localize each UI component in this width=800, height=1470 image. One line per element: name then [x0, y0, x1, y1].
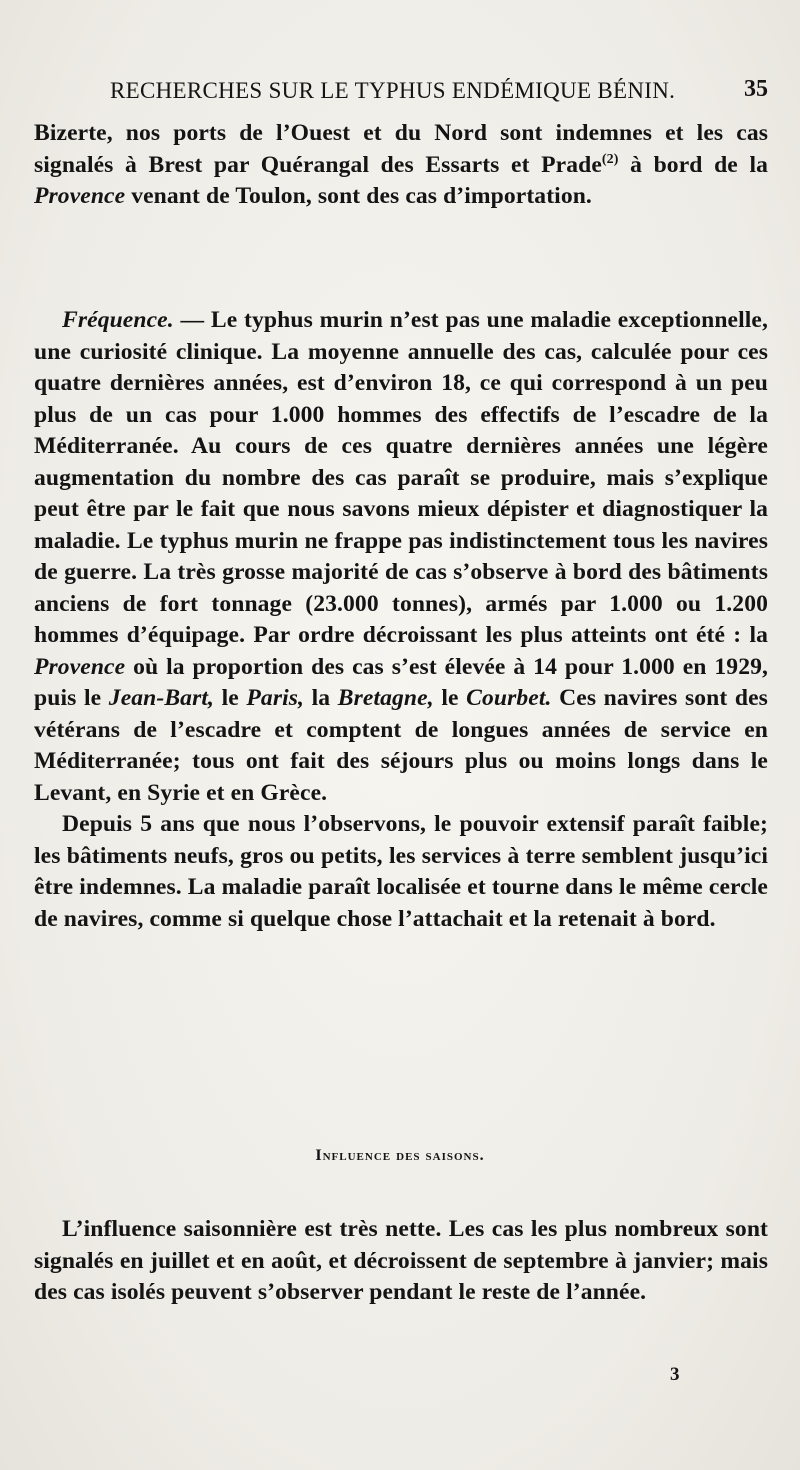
paragraph-text: le — [433, 685, 467, 711]
ship-name: Courbet. — [466, 685, 552, 711]
section-saisons — [34, 1214, 768, 1309]
ship-name: Bretagne, — [337, 685, 434, 711]
paragraph-pouvoir-extensif: Depuis 5 ans que nous l’observons, le pouvoir extensif paraît faible; les bâtiments neufs, gros ou petits, les services à terre semblent jusqu’ici être indemnes. La maladie paraît localisée et tourne dans le même cercle de navires, comme si quelque chose l’attachait et la retenait à bord. — [34, 811, 768, 932]
paragraph-text: Bizerte, nos ports de l’Ouest et du Nord sont indemnes et les cas signalés à Brest par Quérangal des Essarts et Prade — [34, 120, 768, 178]
paragraph-text: le — [214, 685, 247, 711]
paragraph-text: Ces navires sont des vétérans de l’escadre et comptent de longues années de service en Méditerranée; tous ont fait des séjours plus ou moins longs dans le Levant, en Syrie et en Grèce. — [34, 685, 768, 806]
run-in-heading: Fréquence. — [62, 307, 174, 333]
paragraph-text: où la proportion des cas s’est élevée à 14 pour 1.000 en 1929, puis le — [34, 653, 768, 711]
ship-name: Provence — [34, 653, 126, 680]
paragraph-frequence — [34, 305, 768, 809]
paragraph-text: — Le typhus murin n’est pas une maladie exceptionnelle, une curiosité clinique. La moyenne annuelle des cas, calculée pour ces quatre dernières années, est d’environ 18, ce qui correspond à un peu plus de un cas pour 1.000 hommes des effectifs de l’escadre de la Méditerranée. Au cours de ces quatre dernières années une légère augmentation du nombre des cas paraît se produire, mais s’explique peut être par le fait que nous savons mieux dépister et diagnostiquer la maladie. Le typhus murin ne frappe pas indistinctement tous les navires de guerre. La très grosse majorité de cas s’observe à bord des bâtiments anciens de fort tonnage (23.000 tonnes), armés par 1.000 ou 1.200 hommes d’équipage. Par ordre décroissant les plus atteints ont été : la — [34, 307, 768, 648]
footnote-reference: (2) — [601, 151, 619, 167]
paragraph-bizerte — [34, 118, 768, 213]
signature-mark: 3 — [670, 1364, 680, 1385]
page-header — [90, 74, 768, 114]
section-frequence — [34, 305, 768, 935]
running-head: RECHERCHES SUR LE TYPHUS ENDÉMIQUE BÉNIN. — [110, 78, 676, 103]
ship-name: Jean-Bart, — [108, 685, 215, 711]
paragraph-text: venant de Toulon, sont des cas d’importation. — [125, 183, 592, 209]
paragraph-text: la — [304, 685, 338, 711]
paragraph-text: à bord de la — [618, 151, 768, 178]
page-number: 35 — [744, 76, 768, 102]
section-heading: Influence des saisons. — [315, 1147, 485, 1164]
ship-name: Paris, — [246, 685, 305, 711]
paragraph-saisons: L’influence saisonnière est très nette. Les cas les plus nombreux sont signalés en juillet et en août, et décroissent de septembre à janvier; mais des cas isolés peuvent s’observer pendant le reste de l’année. — [34, 1216, 768, 1305]
ship-name: Provence — [34, 183, 126, 209]
